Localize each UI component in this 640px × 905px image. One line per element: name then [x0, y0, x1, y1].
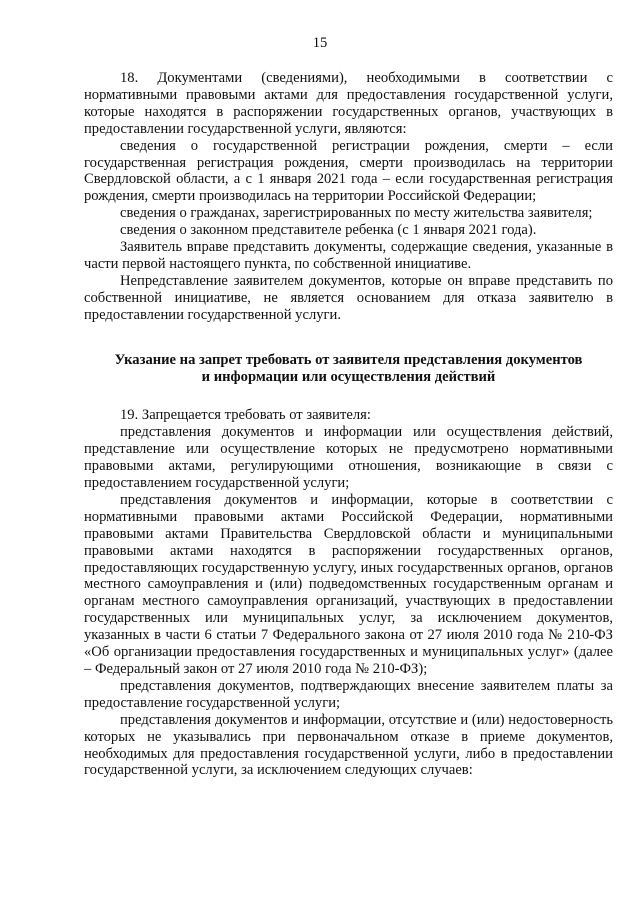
- paragraph: сведения о государственной регистрации рождения, смерти – если государственная регистрация рождения, смерти производилась на территории Свердловской области, а с 1 января 2021 года – если государственная регистрация рождения, смерти производилась на территории Российской Федерации;: [84, 137, 613, 205]
- heading-line: и информации или осуществления действий: [201, 368, 496, 385]
- paragraph: 18. Документами (сведениями), необходимыми в соответствии с нормативными правовыми актами для предоставления государственной услуги, которые находятся в распоряжении государственных органов, участвующих в предоставлении государственной услуги, являются:: [84, 70, 613, 137]
- paragraph: Заявитель вправе представить документы, содержащие сведения, указанные в части первой настоящего пункта, по собственной инициативе.: [84, 239, 613, 272]
- heading-line: Указание на запрет требовать от заявителя представления документов: [114, 351, 583, 368]
- paragraph: представления документов и информации или осуществления действий, представление или осуществление которых не предусмотрено нормативными правовыми актами, регулирующими отношения, возникающие в связи с предоставлением государственной услуги;: [84, 424, 613, 492]
- section-18: [84, 70, 613, 324]
- page-number: 15: [312, 35, 328, 51]
- paragraph: представления документов, подтверждающих внесение заявителем платы за предоставление государственной услуги;: [84, 677, 613, 711]
- paragraph: представления документов и информации, которые в соответствии с нормативными правовыми актами Российской Федерации, нормативными правовыми актами Правительства Свердловской области и муниципальными правовыми актами находятся в распоряжении государственных органов, предоставляющих государственную услугу, иных государственных органов, органов местного самоуправления и (или) подведомственных государственным органам и органам местного самоуправления организаций, участвующих в предоставлении государственных или муниципальных услуг, за исключением документов, указанных в части 6 статьи 7 Федерального закона от 27 июля 2010 года № 210-ФЗ «Об организации предоставления государственных и муниципальных услуг» (далее – Федеральный закон от 27 июля 2010 года № 210-ФЗ);: [84, 491, 613, 677]
- document-body: [84, 70, 613, 779]
- paragraph: представления документов и информации, отсутствие и (или) недостоверность которых не указывались при первоначальном отказе в приеме документов, необходимых для предоставления государственной услуги, либо в предоставлении государственной услуги, за исключением следующих случаев:: [84, 711, 613, 779]
- paragraph: 19. Запрещается требовать от заявителя:: [120, 407, 371, 424]
- paragraph: Непредставление заявителем документов, которые он вправе представить по собственной инициативе, не является основанием для отказа заявителю в предоставлении государственной услуги.: [84, 272, 613, 323]
- paragraph: сведения о законном представителе ребенка (с 1 января 2021 года).: [120, 222, 537, 239]
- section-heading: [84, 352, 613, 386]
- section-19: [84, 407, 613, 779]
- paragraph: сведения о гражданах, зарегистрированных по месту жительства заявителя;: [120, 205, 593, 222]
